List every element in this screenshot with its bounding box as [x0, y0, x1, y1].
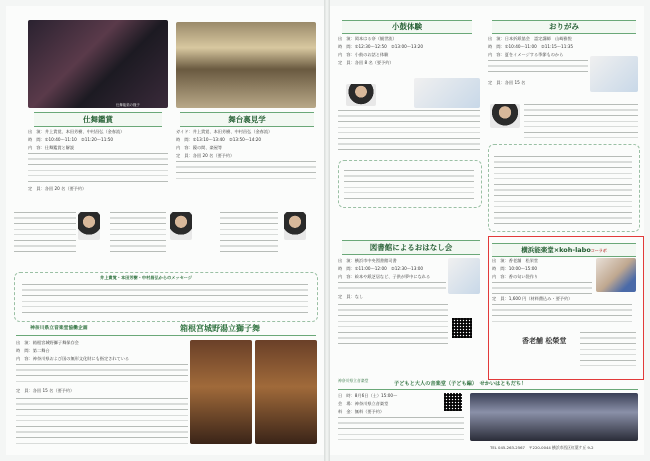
profile-text-1 — [14, 212, 76, 254]
performer-portrait-3 — [284, 212, 306, 240]
noh-performance-photo — [28, 20, 168, 108]
section2-line: 定 員：各回 20 名（要予約） — [176, 153, 235, 158]
koh-labo-title-text: 横浜能楽堂×koh-labo — [521, 246, 591, 254]
origami-message-text — [494, 156, 632, 226]
koh-line: 時 間：10:00〜15:00 — [492, 266, 538, 271]
ohanashi-line: 定 員：なし — [338, 294, 364, 299]
koh-labo-tag: コーラボ — [590, 248, 607, 253]
center-fold — [324, 0, 330, 461]
kotsuzumi-performer-portrait — [346, 84, 376, 106]
section2-line: ガイド：井上貴覚、本田芳樹、中村昌弘（金春流） — [176, 129, 273, 134]
shishimai-photo-1 — [190, 340, 252, 444]
section2-line: 時 間：①13:10〜13:40 ②13:50〜14:20 — [176, 137, 262, 142]
kotsuzumi-profile-text — [338, 110, 480, 150]
section2-body-text — [176, 161, 316, 179]
section2-line: 内 容：鏡の間、楽屋等 — [176, 145, 223, 150]
section1-line: 定 員：各回 20 名（要予約） — [28, 186, 87, 191]
bottom-line: 日 時：8月6日（土）15:00〜 — [338, 393, 398, 398]
photo1-caption: 仕舞能楽の様子 — [116, 103, 140, 107]
origami-crane-photo — [590, 56, 638, 92]
ohanashi-line: 内 容：絵本や紙芝居など、子供が夢中になれる — [338, 274, 431, 279]
section-title-kotsuzumi: 小鼓体験 — [342, 20, 472, 34]
koh-line: 定 員：1,600 円（材料費込み・要予約） — [492, 296, 573, 301]
shishimai-notes — [16, 398, 188, 448]
origami-profile-text — [524, 104, 638, 138]
highlight-box — [488, 236, 644, 380]
message-box-text — [22, 284, 308, 314]
divider — [16, 335, 316, 336]
ohanashi-line: 出 演：横浜市中央図書館司書 — [338, 258, 397, 263]
performer-portrait-1 — [78, 212, 100, 240]
section-title-ongakudo: 子どもと大人の音楽堂（子ども編） せかいはともだち！ — [394, 381, 527, 387]
section-title-shimai: 仕舞鑑賞 — [34, 112, 162, 127]
origami-line: 内 容：夏をイメージする季節ものから — [488, 52, 564, 57]
section-title-backstage: 舞台裏見学 — [180, 112, 314, 127]
section1-body-text — [28, 153, 168, 183]
kotsuzumi-photo — [414, 78, 480, 108]
shishimai-photo-2 — [255, 340, 317, 444]
koh-line: 出 演：香老舗 松栄堂 — [492, 258, 539, 263]
profile-text-3 — [220, 212, 278, 254]
performer-portrait-2 — [170, 212, 192, 240]
section-title-origami: おりがみ — [492, 20, 636, 34]
section1-line: 出 演：井上貴覚、本田芳樹、中村昌弘（金春流） — [28, 129, 125, 134]
bottom-pre-label: 神奈川県立音楽堂 — [338, 378, 369, 383]
bottom-line: 料 金：無料（要予約） — [338, 409, 385, 414]
kotsuzumi-line: 定 員：各回 8 名（要予約） — [338, 60, 394, 65]
koh-line: 内 容：香の匂い袋作り — [492, 274, 539, 279]
section1-line: 時 間：①10:40〜11:10 ②11:20〜11:50 — [28, 137, 114, 142]
profile-text-2 — [110, 212, 166, 254]
ohanashi-notes — [338, 304, 448, 344]
origami-body-text — [488, 60, 588, 76]
qr-code-2 — [444, 393, 462, 411]
origami-instructor-portrait — [490, 104, 520, 128]
kotsuzumi-line: 内 容：小鼓のお話と体験 — [338, 52, 389, 57]
origami-line: 出 演：日本折紙協会 認定講師 山崎雅悦 — [488, 36, 572, 41]
shoyeido-logo: 香老舗 松榮堂 — [522, 336, 567, 345]
ohanashi-body-text — [338, 282, 446, 292]
concert-hall-photo — [470, 393, 638, 441]
ohanashi-photo — [448, 258, 480, 294]
shishimai-line: 時 間：第二舞台 — [16, 348, 50, 353]
shishimai-line: 内 容：神奈川県および国の無形文化財にも指定されている — [16, 356, 130, 361]
ohanashi-line: 時 間：①11:00〜12:00 ②12:30〜13:00 — [338, 266, 424, 271]
contact-info: TEL 045-263-2567 〒220-0044 横浜市西区紅葉ケ丘 9-2 — [490, 445, 594, 450]
kotsuzumi-line: 出 演：岡本はる奈（観世流） — [338, 36, 397, 41]
collab-label: 神奈川県立音楽堂協働企画 — [30, 326, 88, 331]
origami-line: 定 員：各回 15 名 — [488, 80, 526, 85]
qr-code — [452, 318, 472, 338]
section1-line: 内 容：仕舞鑑賞と解説 — [28, 145, 75, 150]
backstage-hall-photo — [176, 22, 316, 108]
kotsuzumi-message-text — [344, 170, 474, 202]
origami-line: 時 間：①10:40〜11:00 ②11:15〜11:35 — [488, 44, 574, 49]
message-box-title: 井上貴覚・本田芳樹・中村昌弘からのメッセージ — [100, 275, 192, 280]
section-title-ohanashi: 図書館によるおはなし会 — [342, 240, 480, 255]
bottom-body-text — [338, 417, 464, 441]
shishimai-body-text — [16, 364, 188, 386]
section-title-shishimai: 箱根宮城野湯立獅子舞 — [180, 324, 260, 333]
kotsuzumi-line: 時 間：①12:30〜12:50 ②13:00〜13:20 — [338, 44, 424, 49]
shishimai-line: 定 員：各回 15 名（要予約） — [16, 388, 75, 393]
bottom-line: 会 場：神奈川県立音楽堂 — [338, 401, 389, 406]
divider — [338, 389, 638, 390]
shishimai-line: 出 演：箱根宮城野獅子舞保存会 — [16, 340, 79, 345]
